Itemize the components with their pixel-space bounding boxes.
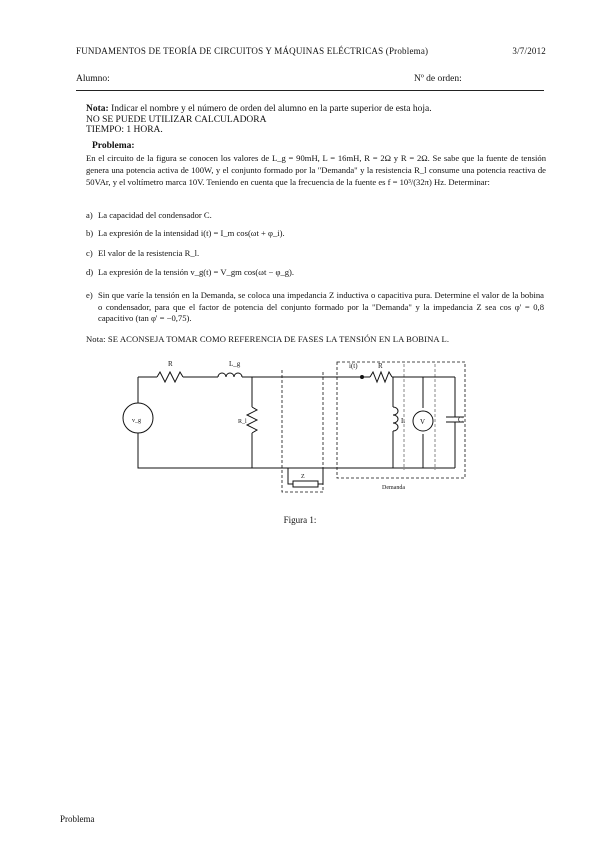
demanda-label: Demanda <box>382 485 405 491</box>
wire <box>138 433 455 468</box>
page-footer: Problema <box>60 814 95 824</box>
lg-label: L_g <box>229 360 241 368</box>
item-text: La expresión de la intensidad i(t) = I_m cos(ωt + φ_i). <box>98 228 285 238</box>
nota-label: Nota: <box>86 104 109 114</box>
junction-node <box>360 375 364 379</box>
problem-title: Problema: <box>92 141 135 151</box>
item-text: La expresión de la tensión v_g(t) = V_gm cos(ωt − φ_g). <box>98 267 295 277</box>
vg-label: v_g <box>132 418 141 424</box>
orden-label: Nº de orden: <box>414 74 462 84</box>
item-b <box>86 228 544 240</box>
item-c <box>86 248 544 260</box>
item-d <box>86 267 544 279</box>
alumno-label: Alumno: <box>76 74 110 84</box>
voltmeter-label: V <box>420 418 426 426</box>
impedance-z-box <box>293 481 318 487</box>
c-label: C <box>458 416 463 424</box>
no-calculator-note: NO SE PUEDE UTILIZAR CALCULADORA <box>86 114 267 125</box>
resistor-r2-symbol <box>370 372 392 382</box>
student-row <box>76 74 544 84</box>
header-rule <box>76 90 544 91</box>
item-e <box>86 290 544 324</box>
circuit-figure <box>0 350 600 505</box>
header-title: FUNDAMENTOS DE TEORÍA DE CIRCUITOS Y MÁQUINAS ELÉCTRICAS (Problema) <box>76 46 429 56</box>
item-label: c) <box>86 248 93 258</box>
time-note: TIEMPO: 1 HORA. <box>86 125 163 135</box>
resistor-r1-symbol <box>157 372 183 382</box>
item-label: a) <box>86 210 93 220</box>
current-label: i(t) <box>349 362 358 370</box>
r1-label: R <box>168 360 173 368</box>
item-text: La capacidad del condensador C. <box>98 210 212 220</box>
item-label: b) <box>86 228 94 238</box>
header-date: 3/7/2012 <box>512 46 546 56</box>
item-text: El valor de la resistencia R_l. <box>98 248 200 258</box>
item-text: Sin que varíe la tensión en la Demanda, se coloca una impedancia Z inductiva o capacitiva pura. Determine el valor de la bobina o condensador, para que el factor de potencia del conjunto formado por la "Demanda" y la impedancia Z sea cos φ' = 0,8 capacitivo (tan φ' = −0,75). <box>98 290 544 324</box>
r2-label: R <box>378 362 383 370</box>
page-header <box>76 46 546 56</box>
figure-caption: Figura 1: <box>283 515 317 525</box>
resistor-rl-symbol <box>247 407 257 433</box>
rl-label: R_l <box>238 419 247 425</box>
problem-statement: En el circuito de la figura se conocen los valores de L_g = 90mH, L = 16mH, R = 2Ω y R = 2Ω. Se sabe que la fuente de tensión genera una potencia activa de 100W, y el conjunto formado por la "Demanda" y la resistencia R_l consume una potencia reactiva de 50VAr, y el voltímetro marca 10V. Teniendo en cuenta que la frecuencia de la fuente es f = 10³/(32π) Hz. Determinar: <box>86 153 546 188</box>
exam-notes <box>86 104 546 136</box>
item-a <box>86 210 544 222</box>
item-label: e) <box>86 290 93 300</box>
reference-note: Nota: SE ACONSEJA TOMAR COMO REFERENCIA DE FASES LA TENSIÓN EN LA BOBINA L. <box>86 334 450 344</box>
item-label: d) <box>86 267 94 277</box>
inductor-l-symbol <box>393 407 398 431</box>
z-label: Z <box>301 474 305 480</box>
l-label: L <box>401 417 406 425</box>
inductor-lg-symbol <box>218 373 242 377</box>
nota-text: Indicar el nombre y el número de orden del alumno en la parte superior de esta hoja. <box>111 104 432 114</box>
